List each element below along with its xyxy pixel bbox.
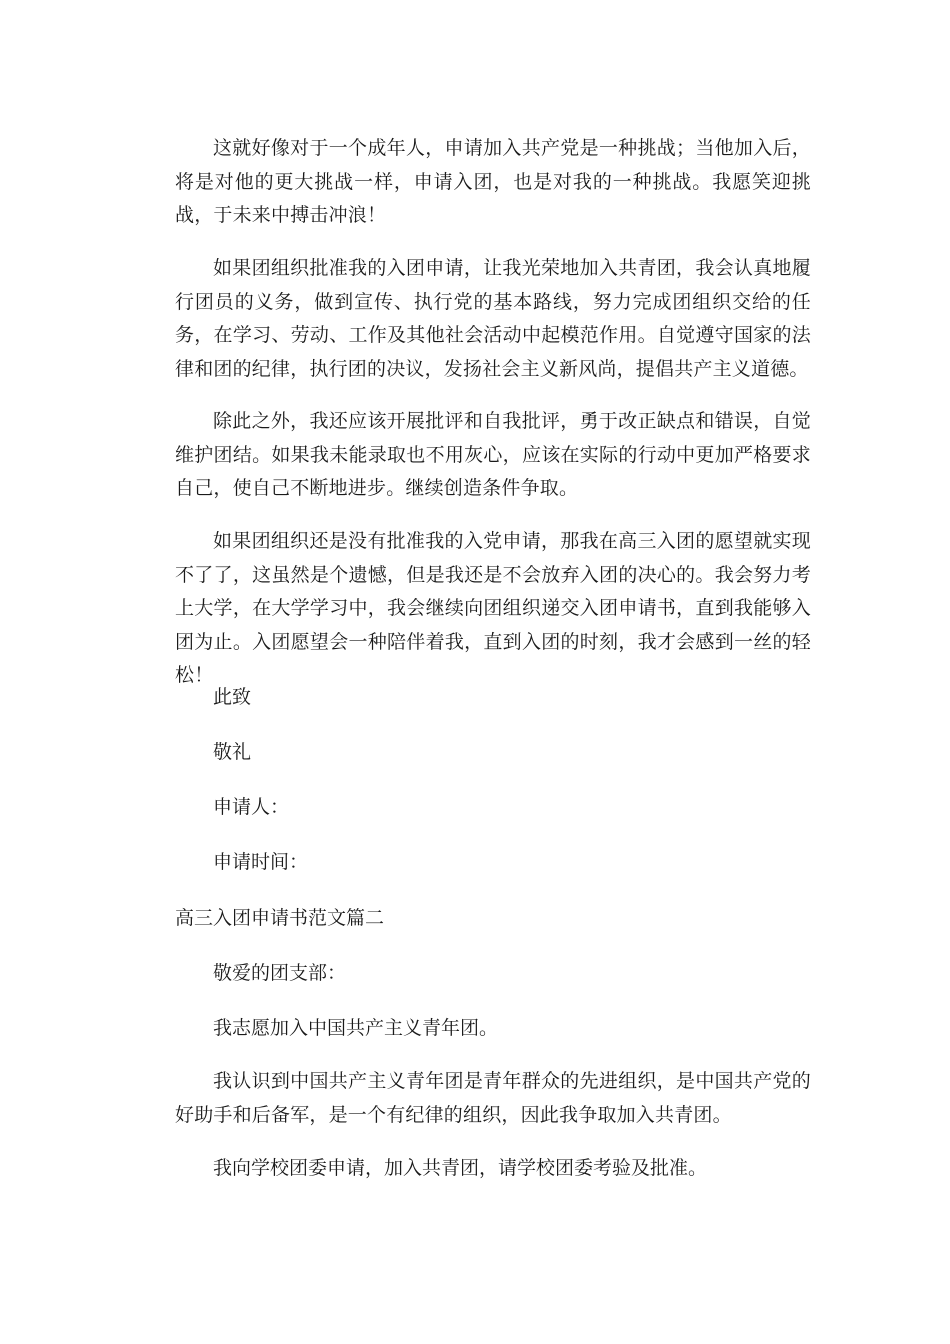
paragraph-challenge: 这就好像对于一个成年人，申请加入共产党是一种挑战；当他加入后，将是对他的更大挑战一样，申请入团，也是对我的一种挑战。我愿笑迎挑战，于未来中搏击冲浪！ <box>175 137 811 226</box>
closing-regards: 敬礼 <box>213 741 252 763</box>
paragraph-request: 我向学校团委申请，加入共青团，请学校团委考验及批准。 <box>213 1157 708 1179</box>
paragraph-criticism: 除此之外，我还应该开展批评和自我批评，勇于改正缺点和错误，自觉维护团结。如果我未能录取也不用灰心，应该在实际的行动中更加严格要求自己，使自己不断地进步。继续创造条件争取。 <box>175 410 811 499</box>
closing-salutation: 此致 <box>213 686 252 708</box>
applicant-label: 申请人： <box>213 796 290 818</box>
paragraph-recognition: 我认识到中国共产主义青年团是青年群众的先进组织，是中国共产党的好助手和后备军，是一个有纪律的组织，因此我争取加入共青团。 <box>175 1070 811 1126</box>
paragraph-volunteer: 我志愿加入中国共产主义青年团。 <box>213 1017 499 1039</box>
paragraph-determination: 如果团组织还是没有批准我的入党申请，那我在高三入团的愿望就实现不了了，这虽然是个遗憾，但是我还是不会放弃入团的决心的。我会努力考上大学，在大学学习中，我会继续向团组织递交入团申请书，直到我能够入团为止。入团愿望会一种陪伴着我，直到入团的时刻，我才会感到一丝的轻松！ <box>175 530 811 686</box>
date-label: 申请时间： <box>213 851 309 873</box>
section-title: 高三入团申请书范文篇二 <box>175 907 385 929</box>
greeting: 敬爱的团支部： <box>213 962 347 984</box>
paragraph-duties: 如果团组织批准我的入团申请，让我光荣地加入共青团，我会认真地履行团员的义务，做到宣传、执行党的基本路线，努力完成团组织交给的任务，在学习、劳动、工作及其他社会活动中起模范作用。自觉遵守国家的法律和团的纪律，执行团的决议，发扬社会主义新风尚，提倡共产主义道德。 <box>175 257 811 380</box>
